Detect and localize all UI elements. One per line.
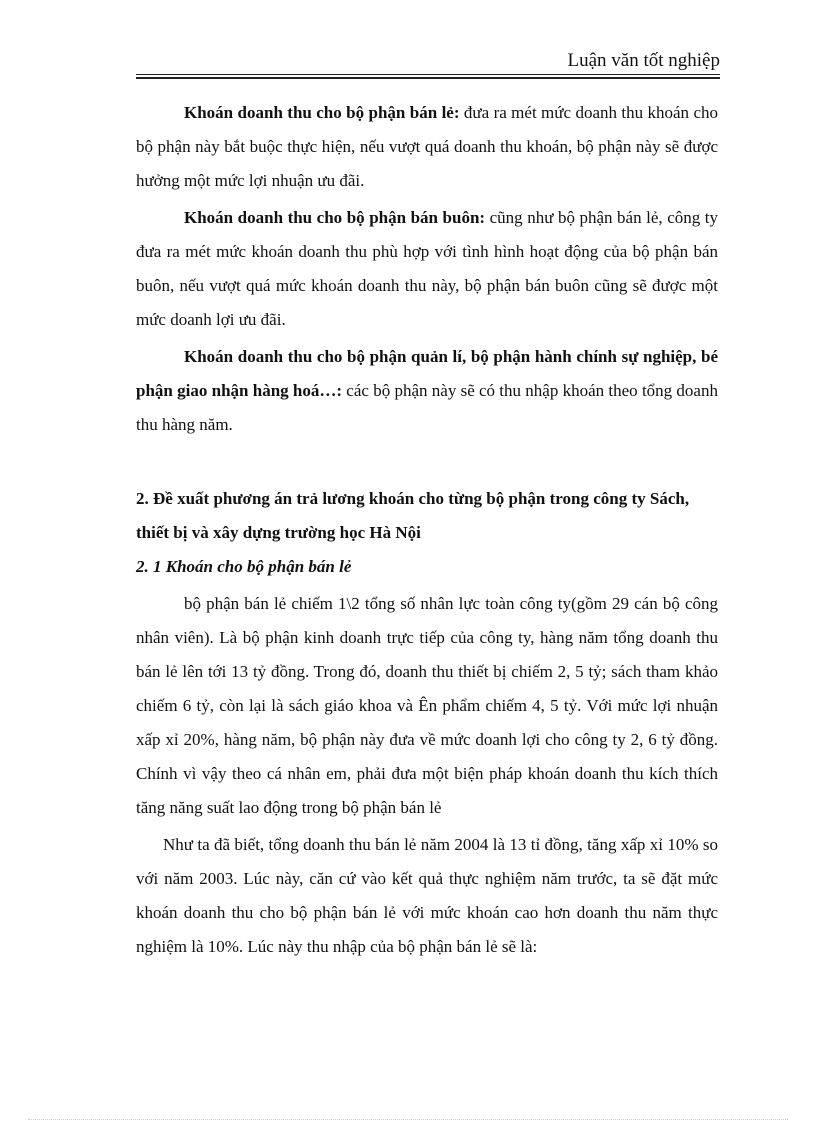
body-text bbox=[136, 96, 718, 964]
paragraph-text: các bộ phận này sẽ có thu nhập khoán theo tổng doanh thu hàng năm. bbox=[136, 381, 718, 434]
paragraph-lead: Khoán doanh thu cho bộ phận bán buôn: bbox=[184, 208, 486, 227]
section-heading-2: 2. Đề xuất phương án trả lương khoán cho từng bộ phận trong công ty Sách, thiết bị và xây dựng trường học Hà Nội bbox=[136, 489, 690, 542]
paragraph-retail-overview: bộ phận bán lẻ chiếm 1\2 tổng số nhân lực toàn công ty(gồm 29 cán bộ công nhân viên). Là bộ phận kinh doanh trực tiếp của công ty, hàng năm tổng doanh thu bán lẻ lên tới 13 tỷ đồng. Trong đó, doanh thu thiết bị chiếm 2, 5 tỷ; sách tham khảo chiếm 6 tỷ, còn lại là sách giáo khoa và Ên phẩm chiếm 4, 5 tỷ. Với mức lợi nhuận xấp xỉ 20%, hàng năm, bộ phận này đưa về mức doanh lợi cho công ty 2, 6 tỷ đồng. Chính vì vậy theo cá nhân em, phải đưa một biện pháp khoán doanh thu kích thích tăng năng suất lao động trong bộ phận bán lẻ bbox=[136, 594, 718, 817]
paragraph-text: đưa ra mét mức doanh thu khoán cho bộ phận này bắt buộc thực hiện, nếu vượt quá doanh thu khoán, bộ phận này sẽ được hưởng một mức lợi nhuận ưu đãi. bbox=[136, 103, 718, 190]
paragraph-lead: Khoán doanh thu cho bộ phận quản lí, bộ phận hành chính sự nghiệp, bé phận giao nhận hàng hoá…: bbox=[136, 347, 718, 400]
section-heading-2-1: 2. 1 Khoán cho bộ phận bán lẻ bbox=[136, 557, 352, 576]
paragraph-retail-target bbox=[136, 96, 718, 198]
header-rule-thin bbox=[136, 74, 720, 75]
paragraph-wholesale-target bbox=[136, 201, 718, 337]
paragraph-retail-income: Như ta đã biết, tổng doanh thu bán lẻ năm 2004 là 13 tỉ đồng, tăng xấp xỉ 10% so với năm 2003. Lúc này, căn cứ vào kết quả thực nghiệm năm trước, ta sẽ đặt mức khoán doanh thu cho bộ phận bán lẻ với mức khoán cao hơn doanh thu năm thực nghiệm là 10%. Lúc này thu nhập của bộ phận bán lẻ sẽ là: bbox=[136, 835, 718, 956]
page-bottom-border bbox=[28, 1119, 788, 1120]
paragraph-admin-target bbox=[136, 340, 718, 442]
paragraph-lead: Khoán doanh thu cho bộ phận bán lẻ: bbox=[184, 103, 460, 122]
paragraph-text: cũng như bộ phận bán lẻ, công ty đưa ra mét mức khoán doanh thu phù hợp với tình hình hoạt động của bộ phận bán buôn, nếu vượt quá mức khoán doanh thu này, bộ phận bán buôn cũng sẽ được một mức doanh lợi ưu đãi. bbox=[136, 208, 718, 329]
section-spacer bbox=[136, 442, 718, 482]
running-header: Luận văn tốt nghiệp bbox=[567, 50, 720, 71]
header-rule-thick bbox=[136, 77, 720, 79]
